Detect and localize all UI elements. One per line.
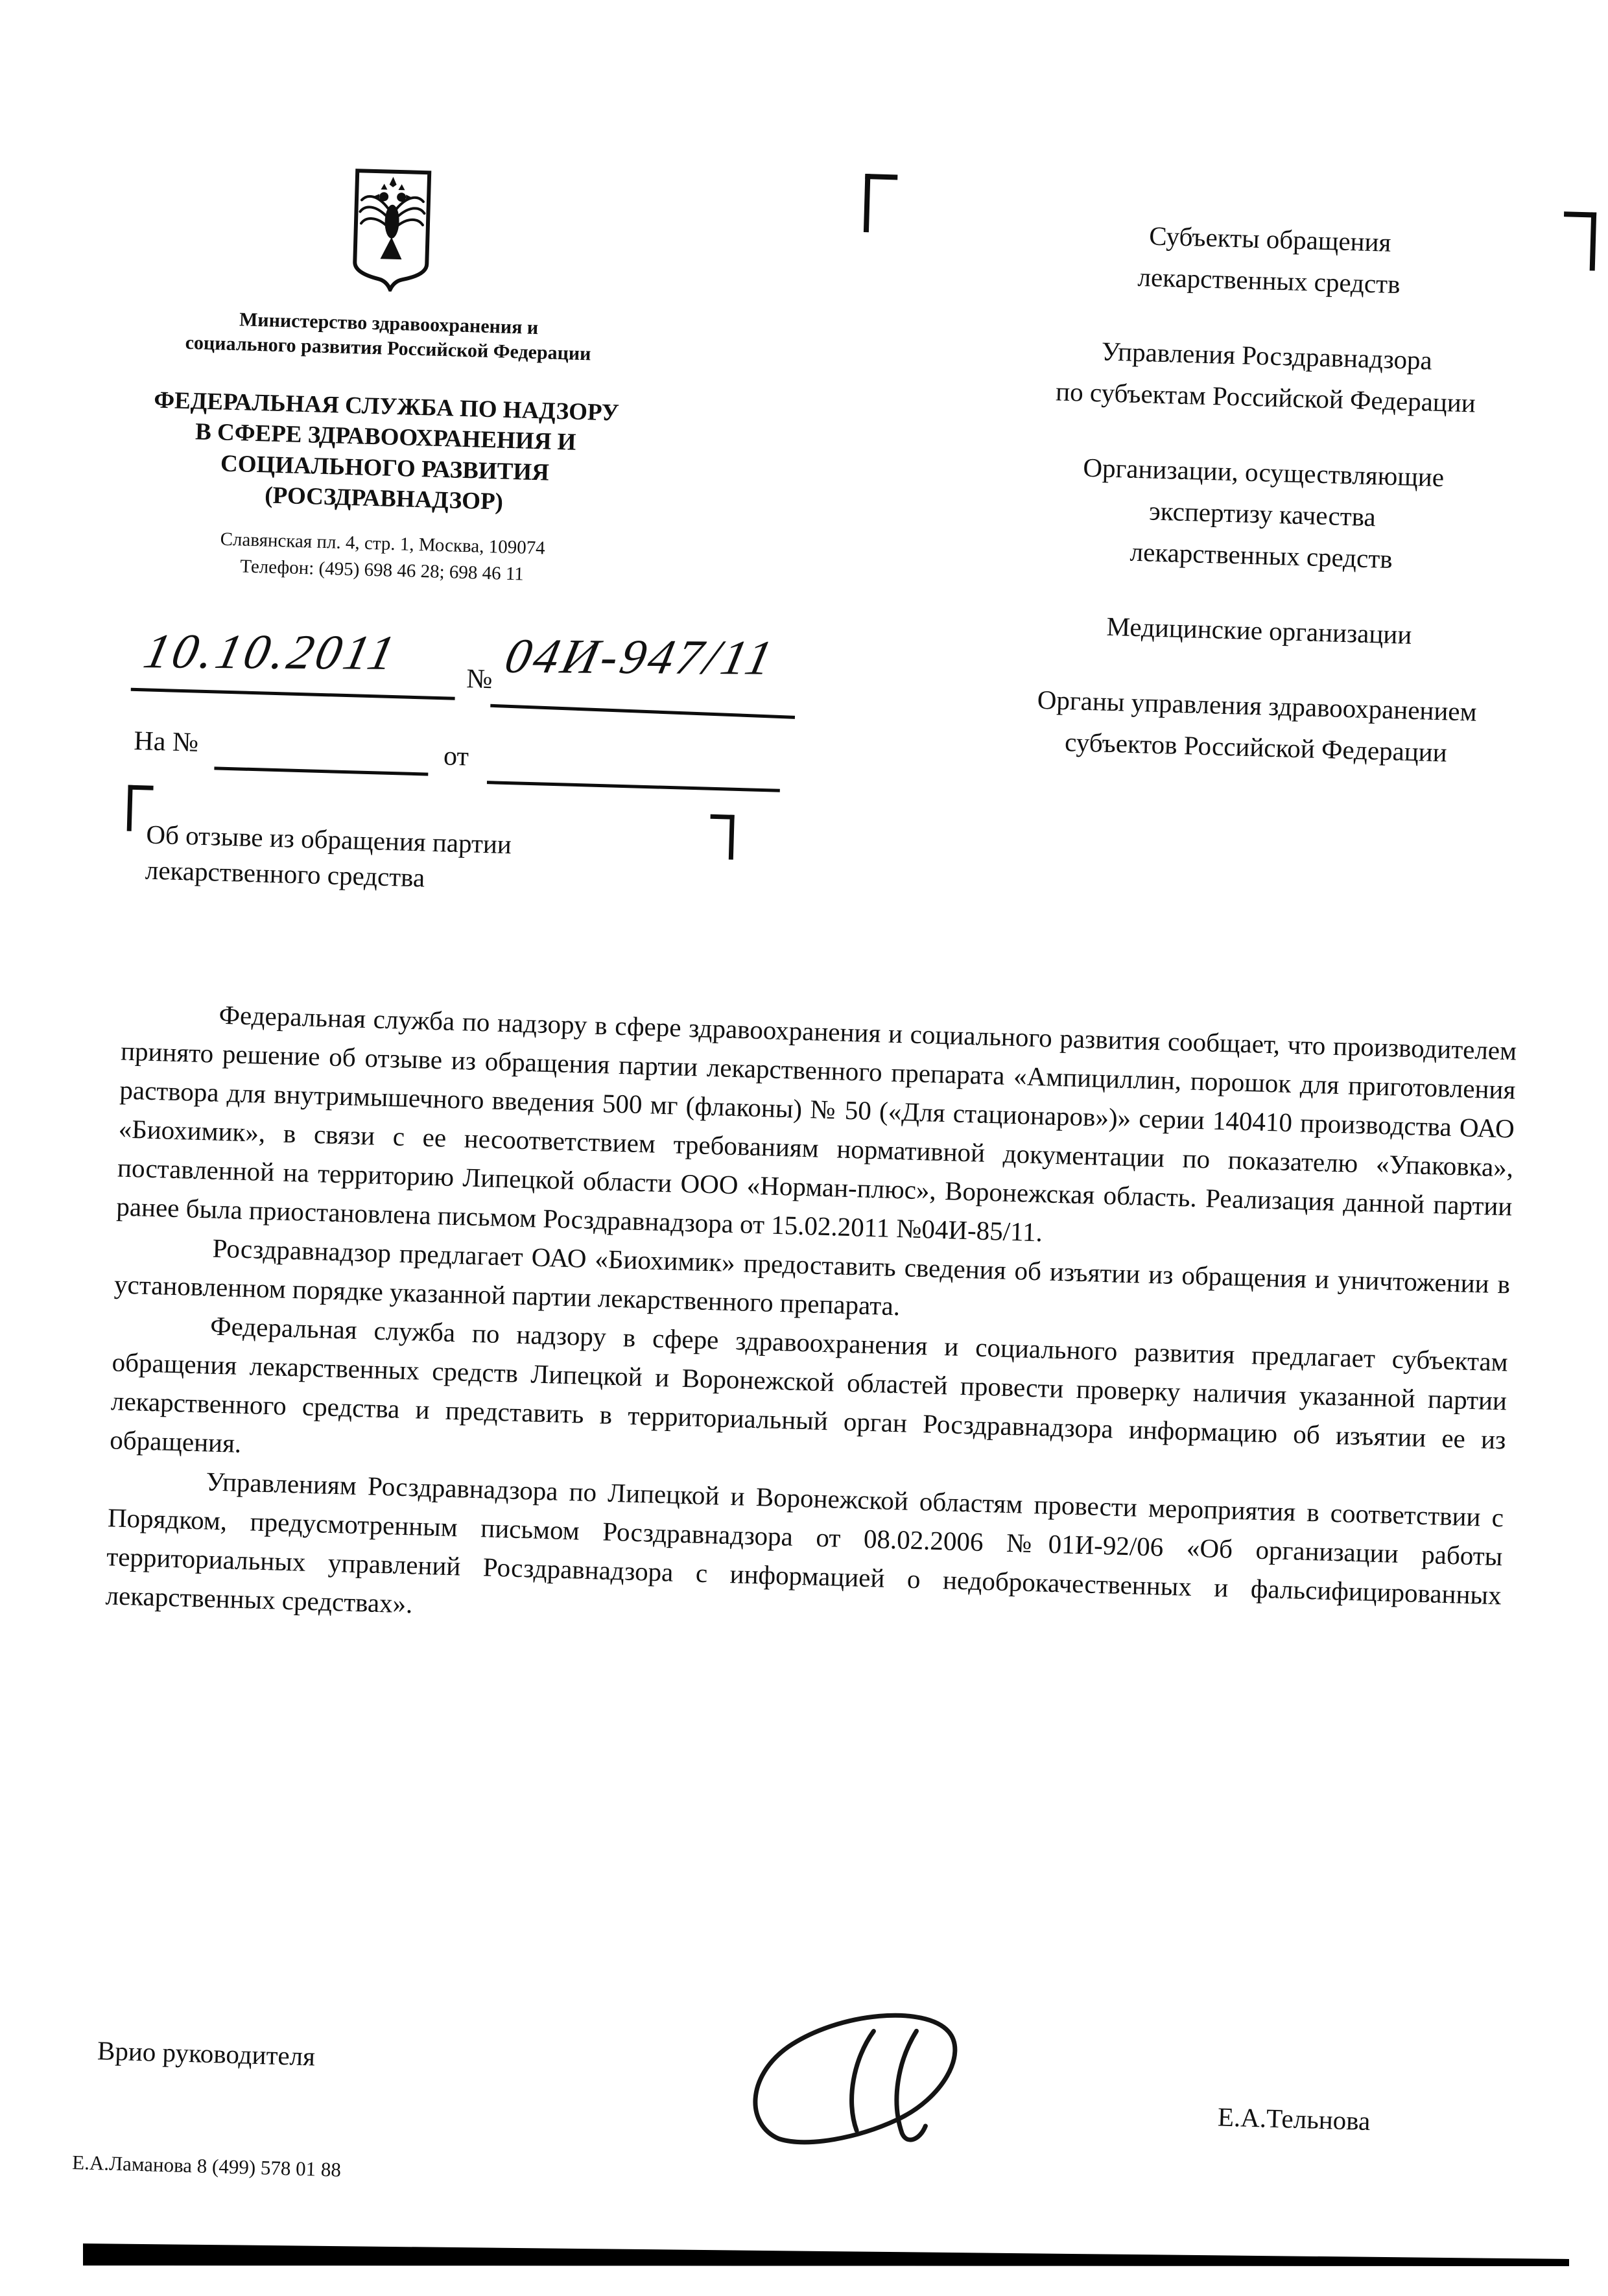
recipient-item: Органы управления здравоохранением субъектов Российской Федерации [1037, 684, 1478, 768]
recipient-item: Организации, осуществляющие экспертизу качества лекарственных средств [1082, 452, 1445, 574]
executor-line: Е.А.Ламанова 8 (499) 578 01 88 [71, 2151, 342, 2181]
letterhead [113, 161, 662, 589]
date-underline [131, 688, 455, 700]
signature-autograph [717, 1998, 1007, 2165]
reply-number-underline [214, 766, 428, 775]
subject-text: Об отзыве из обращения партии лекарственного средства [145, 819, 512, 893]
ministry-name: Министерство здравоохранения и социального развития Российской Федерации [185, 309, 591, 365]
coat-of-arms-icon [349, 167, 433, 296]
recipient-item: Субъекты обращения лекарственных средств [1137, 220, 1401, 300]
recipient-item: Управления Росздравнадзора по субъектам Российской Федерации [1055, 336, 1476, 418]
outgoing-number-handwritten: 04И-947/11 [500, 629, 781, 685]
signer-name: Е.А.Тельнова [1217, 2101, 1371, 2136]
corner-mark-top-open [864, 174, 897, 233]
recipient-item: Медицинские организации [1106, 611, 1412, 650]
body-paragraph: Управлениям Росздравнадзора по Липецкой и Воронежской областям провести мероприятия в соответствии с Порядком, предусмотренным письмом Росздравнадзора от 08.02.2006 №01И-92/06 «Об организации работы территориальных управлений Росздравнадзора с информацией о недоброкачественных и фальсифицированных лекарственных средствах». [105, 1466, 1504, 1619]
outgoing-date-handwritten: 10.10.2011 [139, 624, 403, 680]
body-paragraph: Федеральная служба по надзору в сфере здравоохранения и социального развития предлагает субъектам обращения лекарственных средств Липецкой и Воронежской областей провести проверку наличия указанной партии лекарственного средства и представить в территориальный орган Росздравнадзора информацию об изъятии ее из обращения. [109, 1310, 1509, 1458]
body-paragraph: Федеральная служба по надзору в сфере здравоохранения и социального развития сообщает, что производителем принято решение об отзыве из обращения партии лекарственного препарата «Ампициллин, порошок для приготовления раствора для внутримышечного введения 500 мг (флаконы) № 50 («Для стационаров»)» серии 140410 производства ОАО «Биохимик», в связи с ее несоответствием требованиям нормативной документации по показателю «Упаковка», поставленной на территорию Липецкой области ООО «Норман-плюс», Воронежская область. Реализация данной партии ранее была приостановлена письмом Росздравнадзора от 15.02.2011 №04И-85/11. [115, 999, 1517, 1248]
signer-position: Врио руководителя [97, 2035, 316, 2072]
body-paragraph: Росздравнадзор предлагает ОАО «Биохимик» предоставить сведения об изъятии из обращения и уничтожении в установленном порядке указанной партии лекарственного препарата. [113, 1233, 1511, 1321]
number-sign: № [466, 664, 493, 695]
letter-body [105, 993, 1517, 1654]
number-underline [490, 704, 795, 719]
reply-date-underline [487, 781, 780, 792]
phone-line: Телефон: (495) 698 46 28; 698 46 11 [239, 556, 525, 585]
reply-number-label: На № [133, 726, 199, 758]
service-name: ФЕДЕРАЛЬНАЯ СЛУЖБА ПО НАДЗОРУ В СФЕРЕ ЗДРАВООХРАНЕНИЯ И СОЦИАЛЬНОГО РАЗВИТИЯ (РОСЗДРАВНАДЗОР) [153, 386, 620, 515]
reply-from-label: от [443, 741, 469, 772]
recipients-list [912, 209, 1608, 812]
address-line: Славянская пл. 4, стр. 1, Москва, 109074 [220, 528, 546, 559]
